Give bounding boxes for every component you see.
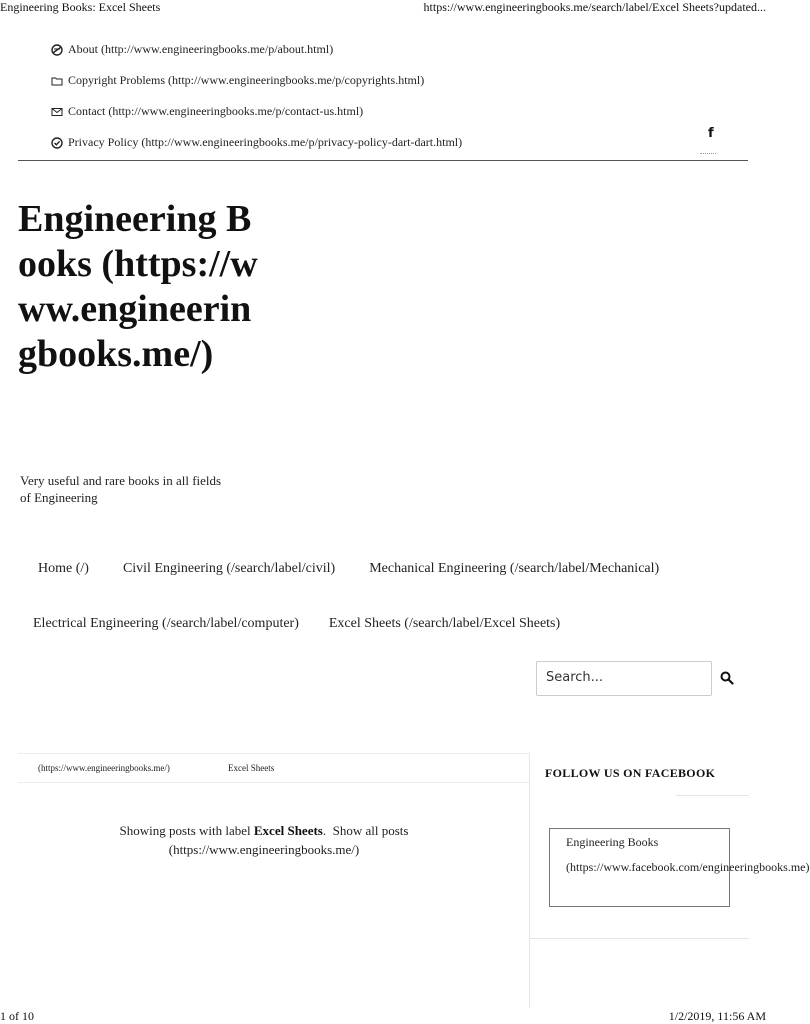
folder-icon xyxy=(50,74,64,88)
search-input[interactable]: Search... xyxy=(536,661,712,696)
main-nav-row-1 xyxy=(38,561,693,577)
nav-item-home[interactable]: Home (/) xyxy=(38,561,89,576)
search-icon[interactable] xyxy=(719,670,735,686)
print-footer-datetime: 1/2/2019, 11:56 AM xyxy=(668,1009,766,1023)
show-all-posts-url[interactable]: (https://www.engineeringbooks.me/) xyxy=(168,842,360,857)
label-status xyxy=(18,821,510,859)
top-link-contact[interactable] xyxy=(50,96,730,127)
breadcrumb-current: Excel Sheets xyxy=(228,763,275,773)
top-link-about[interactable] xyxy=(50,34,730,65)
show-all-posts-link[interactable]: Show all posts xyxy=(332,823,409,838)
about-icon xyxy=(50,43,64,57)
top-links-menu xyxy=(50,34,730,158)
column-divider xyxy=(529,753,530,1008)
facebook-icon[interactable]: f xyxy=(708,126,714,141)
main-nav-row-2 xyxy=(33,616,590,632)
top-link-label: About (http://www.engineeringbooks.me/p/about.html) xyxy=(68,42,334,56)
divider xyxy=(700,153,716,157)
facebook-page-link[interactable]: Engineering Books (https://www.facebook.com/engineeringbooks.me) xyxy=(549,828,730,907)
check-circle-icon xyxy=(50,136,64,150)
divider xyxy=(530,938,749,939)
label-suffix: . xyxy=(322,823,327,838)
follow-facebook-heading: FOLLOW US ON FACEBOOK xyxy=(545,766,716,780)
envelope-icon xyxy=(50,105,64,119)
nav-item-civil[interactable]: Civil Engineering (/search/label/civil) xyxy=(122,561,336,576)
print-header-title: Engineering Books: Excel Sheets xyxy=(0,0,161,14)
print-footer-page: 1 of 10 xyxy=(0,1009,34,1023)
print-header-url: https://www.engineeringbooks.me/search/label/Excel Sheets?updated... xyxy=(423,0,766,14)
divider xyxy=(676,795,749,796)
nav-item-electrical[interactable]: Electrical Engineering (/search/label/computer) xyxy=(33,616,299,631)
label-name: Excel Sheets xyxy=(253,823,323,838)
site-description: Very useful and rare books in all fields of Engineering xyxy=(20,473,222,505)
top-link-copyright[interactable] xyxy=(50,65,730,96)
top-link-label: Contact (http://www.engineeringbooks.me/p/contact-us.html) xyxy=(68,104,364,118)
nav-item-mechanical[interactable]: Mechanical Engineering (/search/label/Mechanical) xyxy=(369,561,660,576)
nav-item-excel-sheets[interactable]: Excel Sheets (/search/label/Excel Sheets) xyxy=(328,616,561,631)
top-link-privacy[interactable] xyxy=(50,127,730,158)
top-link-label: Privacy Policy (http://www.engineeringbooks.me/p/privacy-policy-dart-dart.html) xyxy=(68,135,463,149)
site-title[interactable]: Engineering Books (https://www.engineeringbooks.me/) xyxy=(18,198,258,375)
breadcrumb xyxy=(18,753,530,783)
top-link-label: Copyright Problems (http://www.engineeringbooks.me/p/copyrights.html) xyxy=(68,73,425,87)
label-prefix: Showing posts with label xyxy=(119,823,251,838)
breadcrumb-home[interactable]: (https://www.engineeringbooks.me/) xyxy=(38,763,170,773)
header-divider xyxy=(18,160,748,161)
